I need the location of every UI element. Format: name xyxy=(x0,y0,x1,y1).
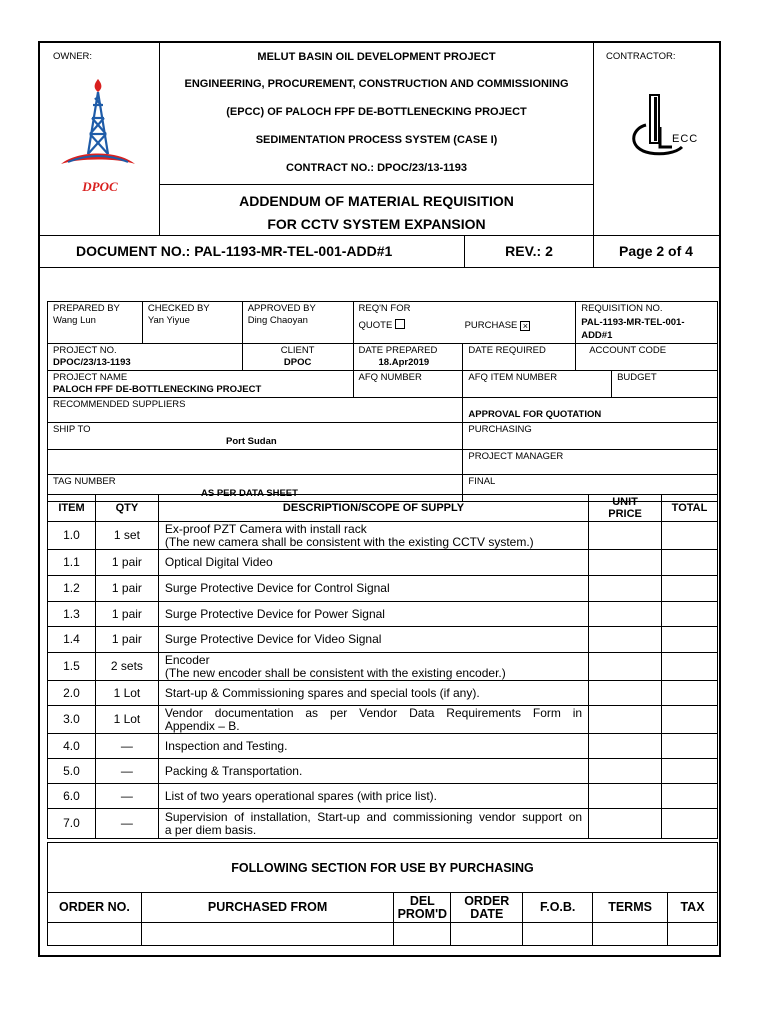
item-description xyxy=(158,706,588,734)
fob-field[interactable] xyxy=(523,923,593,946)
item-unit-price xyxy=(589,550,662,576)
dpoc-logo-text: DPOC xyxy=(82,179,118,194)
owner-label: OWNER: xyxy=(53,51,93,62)
item-qty: — xyxy=(95,734,158,759)
fob-header: F.O.B. xyxy=(523,893,593,923)
item-description-line-cont: a per diem basis. xyxy=(164,822,257,837)
approved-by-label: APPROVED BY xyxy=(247,303,316,314)
checked-by-label: CHECKED BY xyxy=(147,303,210,314)
unit-price-header xyxy=(589,495,662,522)
item-row xyxy=(48,759,718,784)
purchased-from-field[interactable] xyxy=(141,923,393,946)
recommended-suppliers-label: RECOMMENDED SUPPLIERS xyxy=(53,399,186,410)
requisition-no-cell xyxy=(576,302,718,344)
afq-number-cell xyxy=(353,371,463,398)
item-row xyxy=(48,576,718,602)
requisition-no-label: REQUISITION NO. xyxy=(581,303,663,314)
item-description-line: Inspection and Testing. xyxy=(164,738,288,753)
terms-field[interactable] xyxy=(593,923,668,946)
item-description-line: Packing & Transportation. xyxy=(164,763,303,778)
qty-header: QTY xyxy=(95,495,158,522)
document-title: ADDENDUM OF MATERIAL REQUISITION xyxy=(239,193,514,209)
item-number: 1.4 xyxy=(48,627,96,653)
ship-to-cell xyxy=(48,423,463,450)
account-code-label: ACCOUNT CODE xyxy=(589,345,667,356)
requisition-info-grid xyxy=(47,301,718,502)
afq-item-cell xyxy=(463,371,612,398)
item-total xyxy=(662,550,718,576)
checked-by-cell xyxy=(142,302,242,344)
project-manager-cell xyxy=(463,450,718,475)
order-no-header: ORDER NO. xyxy=(48,893,142,923)
item-unit-price xyxy=(589,681,662,706)
item-number: 2.0 xyxy=(48,681,96,706)
item-qty: 1 pair xyxy=(95,627,158,653)
item-description xyxy=(158,550,588,576)
promd-label: PROM'D xyxy=(397,906,448,921)
item-description-line: Start-up & Commissioning spares and special tools (if any). xyxy=(164,685,480,700)
item-description-line: Optical Digital Video xyxy=(164,555,273,569)
tag-number-value: AS PER DATA SHEET xyxy=(201,488,298,499)
checked-by-value: Yan Yiyue xyxy=(147,315,190,326)
item-row xyxy=(48,809,718,839)
tag-number-label: TAG NUMBER xyxy=(53,476,116,487)
terms-header: TERMS xyxy=(593,893,668,923)
project-manager-label: PROJECT MANAGER xyxy=(468,451,564,462)
project-title-line: (EPCC) OF PALOCH FPF DE-BOTTLENECKING PROJECT xyxy=(226,106,527,118)
item-number: 7.0 xyxy=(48,809,96,839)
item-total xyxy=(662,653,718,681)
reqn-for-label: REQ'N FOR xyxy=(358,303,411,314)
item-qty: — xyxy=(95,784,158,809)
approval-for-quotation-label: APPROVAL FOR QUOTATION xyxy=(468,409,602,420)
purchase-checkbox[interactable]: × xyxy=(520,321,530,331)
item-total xyxy=(662,759,718,784)
item-number: 1.0 xyxy=(48,522,96,550)
project-name-value: PALOCH FPF DE-BOTTLENECKING PROJECT xyxy=(53,384,262,395)
item-total xyxy=(662,784,718,809)
reqn-for-cell xyxy=(353,302,576,344)
ship-to-value: Port Sudan xyxy=(226,436,277,447)
item-qty: 1 Lot xyxy=(95,706,158,734)
client-cell xyxy=(242,344,353,371)
item-description xyxy=(158,627,588,653)
item-unit-price xyxy=(589,602,662,627)
item-qty: 1 pair xyxy=(95,602,158,627)
order-date-field[interactable] xyxy=(451,923,523,946)
prepared-by-cell xyxy=(48,302,143,344)
afq-number-label: AFQ NUMBER xyxy=(358,372,422,383)
project-no-cell xyxy=(48,344,243,371)
item-unit-price xyxy=(589,522,662,550)
item-row xyxy=(48,522,718,550)
item-total xyxy=(662,706,718,734)
tax-field[interactable] xyxy=(668,923,718,946)
item-total xyxy=(662,602,718,627)
item-description-line: Surge Protective Device for Control Signal xyxy=(164,581,390,595)
item-total xyxy=(662,522,718,550)
client-label: CLIENT xyxy=(280,345,315,356)
budget-cell xyxy=(612,371,718,398)
quote-checkbox[interactable] xyxy=(395,319,405,329)
purchasing-header-row xyxy=(48,893,718,923)
item-row xyxy=(48,653,718,681)
ecc-logo-icon xyxy=(626,91,706,161)
date-prepared-cell xyxy=(353,344,463,371)
item-row xyxy=(48,734,718,759)
item-description-line: Vendor documentation as per Vendor Data Requirements Form in xyxy=(164,705,583,720)
page-number: Page 2 of 4 xyxy=(619,243,693,259)
blank-cell xyxy=(48,450,463,475)
date-required-cell xyxy=(463,344,576,371)
item-description xyxy=(158,784,588,809)
item-row xyxy=(48,706,718,734)
items-header-row xyxy=(48,495,718,522)
item-unit-price xyxy=(589,734,662,759)
item-unit-price xyxy=(589,759,662,784)
purchasing-table xyxy=(47,842,718,946)
item-description xyxy=(158,681,588,706)
item-qty: — xyxy=(95,759,158,784)
date-required-label: DATE REQUIRED xyxy=(468,345,546,356)
item-unit-price xyxy=(589,576,662,602)
item-unit-price xyxy=(589,784,662,809)
purchasing-label: PURCHASING xyxy=(468,424,532,435)
divider xyxy=(40,267,719,268)
project-no-label: PROJECT NO. xyxy=(53,345,117,356)
item-total xyxy=(662,576,718,602)
project-title-line: SEDIMENTATION PROCESS SYSTEM (CASE I) xyxy=(255,134,498,146)
item-row xyxy=(48,681,718,706)
del-promd-field[interactable] xyxy=(394,923,451,946)
item-row xyxy=(48,627,718,653)
project-title-line: MELUT BASIN OIL DEVELOPMENT PROJECT xyxy=(257,51,496,63)
del-label: DEL xyxy=(409,893,435,908)
owner-block xyxy=(40,43,160,236)
item-qty: 2 sets xyxy=(95,653,158,681)
date-prepared-value: 18.Apr2019 xyxy=(378,357,430,368)
contractor-label: CONTRACTOR: xyxy=(606,51,676,62)
item-description-line: List of two years operational spares (with price list). xyxy=(164,788,437,803)
document-subtitle: FOR CCTV SYSTEM EXPANSION xyxy=(267,216,486,232)
item-qty: — xyxy=(95,809,158,839)
account-code-cell xyxy=(576,344,718,371)
purchase-label: PURCHASE xyxy=(464,320,518,331)
item-unit-price xyxy=(589,706,662,734)
project-name-label: PROJECT NAME xyxy=(53,372,128,383)
tax-header: TAX xyxy=(668,893,718,923)
item-description-line: Ex-proof PZT Camera with install rack xyxy=(164,521,367,536)
recommended-suppliers-cell xyxy=(48,398,463,423)
ecc-logo-text: ECC xyxy=(672,133,699,145)
contractor-block xyxy=(593,43,719,236)
item-total xyxy=(662,734,718,759)
final-label: FINAL xyxy=(468,476,496,487)
item-number: 4.0 xyxy=(48,734,96,759)
item-description-line-cont: Appendix – B. xyxy=(164,718,240,733)
item-description xyxy=(158,734,588,759)
order-no-field[interactable] xyxy=(48,923,142,946)
contract-number: CONTRACT NO.: DPOC/23/13-1193 xyxy=(286,162,467,174)
project-no-value: DPOC/23/13-1193 xyxy=(53,357,131,368)
item-description-line: Supervision of installation, Start-up and commissioning vendor support on xyxy=(164,809,583,824)
item-unit-price xyxy=(589,809,662,839)
unit-price-label: UNIT xyxy=(612,496,638,508)
item-row xyxy=(48,784,718,809)
item-number: 1.3 xyxy=(48,602,96,627)
item-description-line: Encoder xyxy=(164,652,210,667)
item-total xyxy=(662,627,718,653)
quote-label: QUOTE xyxy=(358,320,393,331)
revision: REV.: 2 xyxy=(505,243,553,259)
item-qty: 1 set xyxy=(95,522,158,550)
item-total xyxy=(662,809,718,839)
purchasing-entry-row xyxy=(48,923,718,946)
item-number: 6.0 xyxy=(48,784,96,809)
item-number: 1.2 xyxy=(48,576,96,602)
description-header: DESCRIPTION/SCOPE OF SUPPLY xyxy=(158,495,588,522)
item-qty: 1 pair xyxy=(95,550,158,576)
item-description-line: Surge Protective Device for Video Signal xyxy=(164,632,382,646)
client-value: DPOC xyxy=(283,357,312,368)
budget-label: BUDGET xyxy=(617,372,657,383)
requisition-no-value: PAL-1193-MR-TEL-001- xyxy=(581,317,685,328)
item-qty: 1 pair xyxy=(95,576,158,602)
items-table xyxy=(47,494,718,839)
prepared-by-value: Wang Lun xyxy=(53,315,96,326)
item-number: 1.1 xyxy=(48,550,96,576)
order-date-header xyxy=(451,893,523,923)
order-label: ORDER xyxy=(464,893,510,908)
purchasing-section-title: FOLLOWING SECTION FOR USE BY PURCHASING xyxy=(48,843,718,893)
item-number: 5.0 xyxy=(48,759,96,784)
item-description xyxy=(158,576,588,602)
approved-by-value: Ding Chaoyan xyxy=(247,315,308,326)
item-row xyxy=(48,602,718,627)
approved-by-cell xyxy=(242,302,353,344)
requisition-no-value-cont: ADD#1 xyxy=(581,330,613,341)
purchased-from-header: PURCHASED FROM xyxy=(141,893,393,923)
item-description xyxy=(158,602,588,627)
item-total xyxy=(662,681,718,706)
date-label: DATE xyxy=(470,906,504,921)
unit-price-label-cont: PRICE xyxy=(608,508,642,520)
date-prepared-label: DATE PREPARED xyxy=(358,345,438,356)
project-title-line: ENGINEERING, PROCUREMENT, CONSTRUCTION AND COMMISSIONING xyxy=(184,78,569,90)
item-unit-price xyxy=(589,653,662,681)
item-description xyxy=(158,809,588,839)
approval-cell xyxy=(463,398,718,423)
afq-item-label: AFQ ITEM NUMBER xyxy=(468,372,558,383)
total-header: TOTAL xyxy=(662,495,718,522)
prepared-by-label: PREPARED BY xyxy=(53,303,120,314)
del-promd-header xyxy=(394,893,451,923)
item-number: 1.5 xyxy=(48,653,96,681)
item-number: 3.0 xyxy=(48,706,96,734)
divider xyxy=(160,184,593,185)
document-number: DOCUMENT NO.: PAL-1193-MR-TEL-001-ADD#1 xyxy=(76,243,393,259)
item-unit-price xyxy=(589,627,662,653)
item-header: ITEM xyxy=(48,495,96,522)
item-description-line-cont: (The new camera shall be consistent with the existing CCTV system.) xyxy=(164,534,534,549)
purchasing-cell xyxy=(463,423,718,450)
item-qty: 1 Lot xyxy=(95,681,158,706)
item-row xyxy=(48,550,718,576)
dpoc-logo-icon xyxy=(58,78,138,193)
item-description xyxy=(158,759,588,784)
divider xyxy=(40,235,719,236)
item-description xyxy=(158,653,588,681)
item-description xyxy=(158,522,588,550)
item-description-line: Surge Protective Device for Power Signal xyxy=(164,606,385,621)
ship-to-label: SHIP TO xyxy=(53,424,91,435)
project-name-cell xyxy=(48,371,354,398)
item-description-line-cont: (The new encoder shall be consistent with the existing encoder.) xyxy=(164,665,506,680)
